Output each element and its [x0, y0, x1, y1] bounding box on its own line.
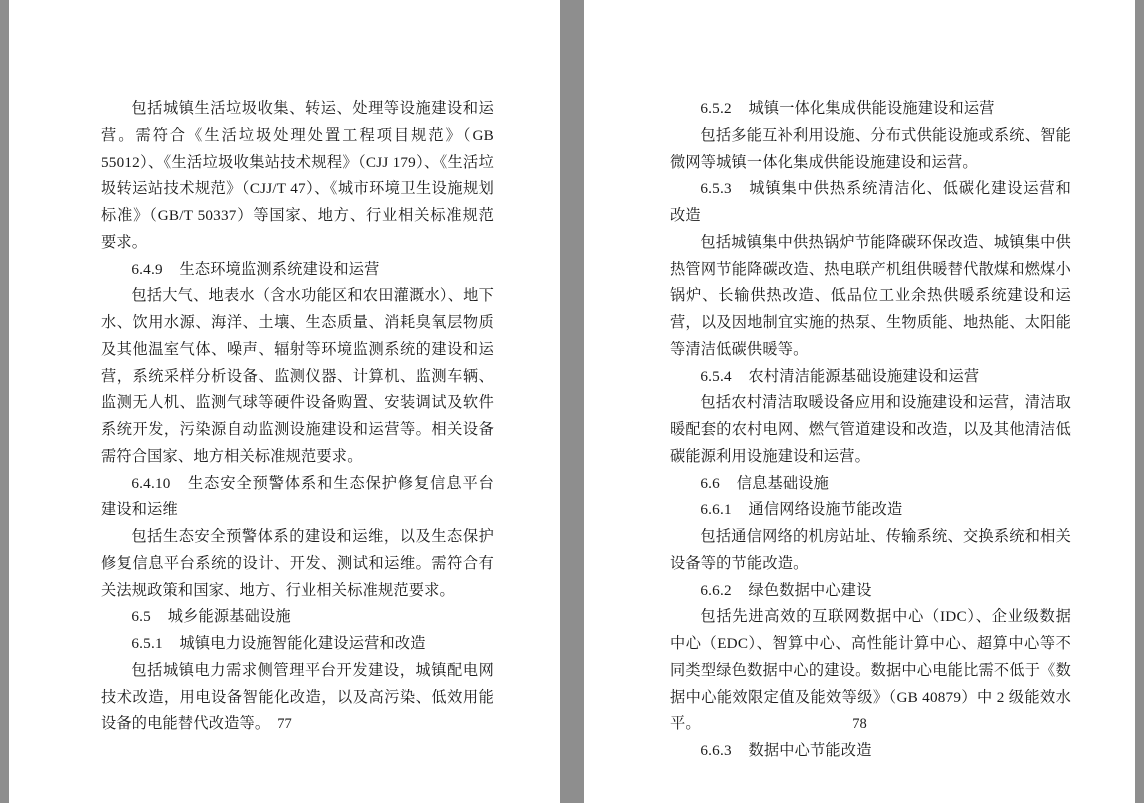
section-title: 通信网络设施节能改造	[748, 501, 903, 519]
paragraph: 包括大气、地表水（含水功能区和农田灌溉水）、地下水、饮用水源、海洋、土壤、生态质量、消耗臭氧层物质及其他温室气体、噪声、辐射等环境监测系统的建设和运营，系统采样分析设备、监测仪器、计算机、监测车辆、监测无人机、监测气球等硬件设备购置、安装调试及软件系统开发，污染源自动监测设施建设和运营等。相关设备需符合国家、地方相关标准规范要求。	[101, 287, 494, 465]
section-title: 农村清洁能源基础设施建设和运营	[748, 367, 980, 385]
page-number: 78	[852, 716, 867, 732]
paragraph: 包括农村清洁取暖设备应用和设施建设和运营，清洁取暖配套的农村电网、燃气管道建设和改造，以及其他清洁低碳能源利用设施建设和运营。	[670, 394, 1071, 465]
page-78-content	[584, 0, 1135, 803]
section-title: 城镇电力设施智能化建设运营和改造	[179, 635, 426, 652]
document-page-77	[9, 0, 560, 803]
section-heading	[670, 176, 1071, 230]
section-heading	[101, 631, 494, 658]
section-number: 6.5.2	[700, 100, 732, 117]
page-gutter	[566, 0, 578, 803]
section-heading	[670, 96, 1071, 123]
section-heading	[670, 364, 1071, 391]
document-page-78	[584, 0, 1135, 803]
section-title: 城乡能源基础设施	[167, 608, 291, 626]
page-number: 77	[277, 716, 292, 732]
section-number: 6.6.3	[700, 742, 732, 759]
paragraph: 包括先进高效的互联网数据中心（IDC）、企业级数据中心（EDC）、智算中心、高性能计算中心、超算中心等不同类型绿色数据中心的建设。数据中心电能比需不低于《数据中心能效限定值及能效等级》（GB 40879）中 2 级能效水平。	[670, 608, 1071, 733]
section-number: 6.4.9	[131, 260, 163, 278]
section-heading	[670, 497, 1071, 524]
section-title: 生态环境监测系统建设和运营	[179, 260, 380, 278]
paragraph: 包括多能互补利用设施、分布式供能设施或系统、智能微网等城镇一体化集成供能设施建设和运营。	[670, 126, 1071, 171]
section-number: 6.4.10	[131, 474, 171, 492]
section-number: 6.6.1	[700, 501, 732, 519]
section-number: 6.5	[131, 608, 151, 626]
section-number: 6.6	[700, 474, 720, 492]
paragraph: 包括城镇生活垃圾收集、转运、处理等设施建设和运营。需符合《生活垃圾处理处置工程项目规范》（GB 55012）、《生活垃圾收集站技术规程》（CJJ 179）、《生活垃圾转运站技术规范》（CJJ/T 47）、《城市环境卫生设施规划标准》（GB/T 50337）等国家、地方、行业相关标准规范要求。	[101, 100, 494, 251]
left-margin-gutter	[0, 0, 3, 803]
paragraph: 包括通信网络的机房站址、传输系统、交换系统和相关设备等的节能改造。	[670, 528, 1071, 572]
section-title: 信息基础设施	[736, 474, 830, 492]
section-heading	[670, 471, 1071, 498]
section-heading	[101, 604, 494, 631]
section-number: 6.5.4	[700, 367, 732, 385]
section-number: 6.6.2	[700, 581, 732, 599]
section-title: 绿色数据中心建设	[748, 581, 872, 599]
section-number: 6.5.3	[700, 180, 732, 198]
section-title: 生态安全预警体系和生态保护修复信息平台建设和运维	[101, 474, 494, 519]
paragraph: 包括城镇电力需求侧管理平台开发建设，城镇配电网技术改造，用电设备智能化改造，以及高污染、低效用能设备的电能替代改造等。	[101, 661, 494, 733]
section-heading	[101, 257, 494, 284]
section-title: 城镇一体化集成供能设施建设和运营	[748, 100, 995, 117]
section-title: 城镇集中供热系统清洁化、低碳化建设运营和改造	[670, 180, 1071, 224]
paragraph: 包括生态安全预警体系的建设和运维，以及生态保护修复信息平台系统的设计、开发、测试和运维。需符合有关法规政策和国家、地方、行业相关标准规范要求。	[101, 528, 494, 599]
paragraph: 包括城镇集中供热锅炉节能降碳环保改造、城镇集中供热管网节能降碳改造、热电联产机组供暖替代散煤和燃煤小锅炉、长输供热改造、低品位工业余热供暖系统建设和运营，以及因地制宜实施的热泵、生物质能、地热能、太阳能等清洁低碳供暖等。	[670, 233, 1071, 358]
section-heading	[101, 471, 494, 525]
section-number: 6.5.1	[131, 635, 163, 652]
section-heading	[670, 578, 1071, 605]
section-heading	[670, 738, 1071, 765]
page-77-content	[9, 0, 560, 803]
section-title: 数据中心节能改造	[748, 742, 872, 759]
